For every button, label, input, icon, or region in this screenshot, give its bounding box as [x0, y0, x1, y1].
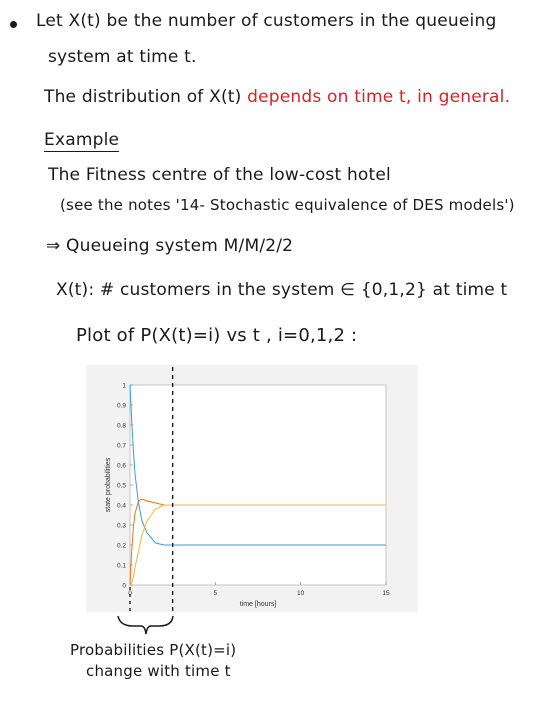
note-line-7: X(t): # customers in the system ∈ {0,1,2} at time t	[56, 280, 508, 300]
y-tick-label: 0.3	[116, 522, 126, 530]
y-tick-label: 0.6	[116, 462, 126, 470]
note-line-1: Let X(t) be the number of customers in the queueing	[36, 11, 497, 31]
y-tick-label: 1	[122, 382, 126, 390]
example-heading	[44, 130, 119, 150]
annotation-line-1: Probabilities P(X(t)=i)	[70, 641, 237, 659]
chart-svg	[86, 365, 418, 612]
note-line-4: The Fitness centre of the low-cost hotel	[48, 165, 391, 185]
y-tick-label: 0.8	[116, 422, 126, 430]
y-tick-label: 0.9	[116, 402, 126, 410]
note-line-5: (see the notes '14- Stochastic equivalence of DES models')	[60, 196, 515, 214]
y-tick-label: 0.1	[116, 562, 126, 570]
y-tick-label: 0.5	[116, 482, 126, 490]
x-tick-label: 5	[213, 590, 218, 597]
note-line-3	[44, 87, 510, 107]
x-tick-label: 10	[297, 590, 305, 597]
bullet-point	[10, 21, 17, 28]
plot-area	[130, 385, 386, 585]
distribution-text: The distribution of X(t)	[44, 87, 242, 107]
y-tick-label: 0	[122, 582, 126, 590]
x-axis-label: time [hours]	[239, 601, 277, 608]
brace-icon	[115, 614, 175, 636]
y-axis-label: state probabilities	[105, 457, 112, 513]
y-tick-label: 0.2	[116, 542, 126, 550]
x-tick-label: 0	[128, 590, 132, 597]
state-probability-chart	[86, 365, 418, 612]
note-line-6: ⇒ Queueing system M/M/2/2	[46, 236, 294, 256]
example-label: Example	[44, 130, 120, 150]
note-line-2: system at time t.	[48, 47, 197, 67]
annotation-line-2: change with time t	[86, 662, 231, 680]
x-tick-label: 15	[382, 590, 390, 597]
note-line-8: Plot of P(X(t)=i) vs t , i=0,1,2 :	[76, 325, 358, 346]
depends-on-time-text: depends on time t, in general.	[247, 87, 511, 107]
y-tick-label: 0.4	[116, 502, 126, 510]
y-tick-label: 0.7	[116, 442, 126, 450]
